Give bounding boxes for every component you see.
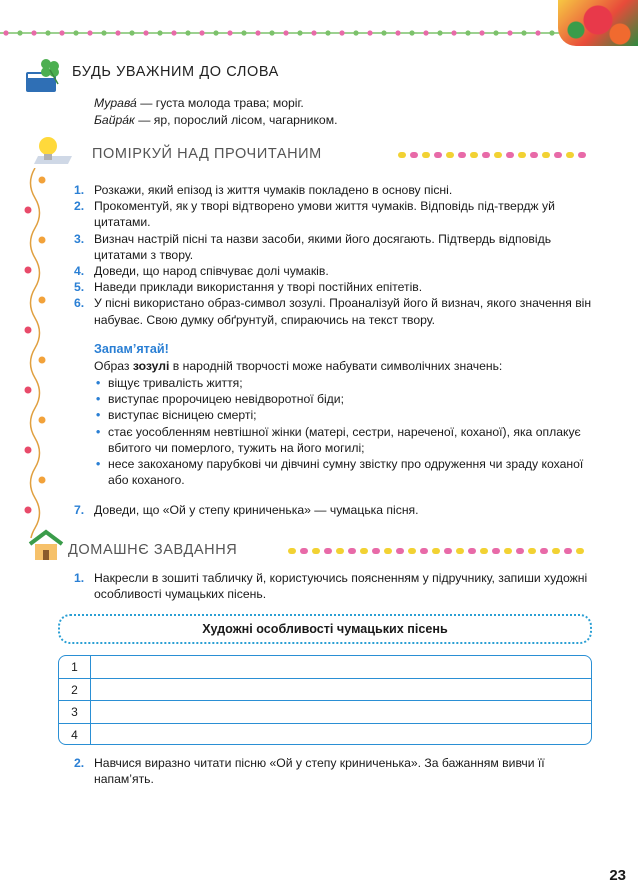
book-clover-icon bbox=[24, 54, 64, 96]
vocab-entry bbox=[94, 113, 337, 127]
symbol-meanings-list bbox=[94, 375, 594, 488]
table-row bbox=[59, 679, 591, 702]
task-item: 3. Визнач настрій пісні та назви засоби, якими його досягають. Підтвердь відповідь цитатами з твору. bbox=[74, 231, 552, 262]
task-item: 4. Доведи, що народ співчуває долі чумаків. bbox=[74, 264, 329, 279]
remember-intro: Образ зозулі в народній творчості може набувати символічних значень: bbox=[94, 359, 503, 373]
task-item: 5. Наведи приклади використання у творі постійних епітетів. bbox=[74, 280, 423, 295]
homework-task-1 bbox=[74, 570, 594, 602]
row-number: 3 bbox=[59, 701, 91, 723]
task-item: 2. Навчися виразно читати пісню «Ой у степу криниченька». За бажанням вивчи її напам’ять. bbox=[74, 756, 545, 787]
reflect-task-list bbox=[74, 182, 594, 328]
reflect-task-7 bbox=[74, 502, 594, 518]
table-row bbox=[59, 701, 591, 724]
task-item: 1. Розкажи, який епізод із життя чумаків покладено в основу пісні. bbox=[74, 183, 453, 197]
task-item: 6. У пісні використано образ-символ зозулі. Проаналізуй його й визнач, якого значення він набуває. Свою думку обґрунтуй, спираючись на текст твору. bbox=[74, 296, 592, 327]
table-row bbox=[59, 656, 591, 679]
yellow-pink-divider bbox=[396, 150, 588, 160]
remember-heading: Запам’ятай! bbox=[94, 342, 169, 356]
homework-task-2 bbox=[74, 755, 594, 787]
yellow-pink-divider bbox=[286, 546, 588, 556]
row-number: 1 bbox=[59, 656, 91, 678]
corner-flower-illustration bbox=[558, 0, 638, 46]
vocab-entry bbox=[94, 96, 304, 110]
task-item: 1. Накресли в зошиті табличку й, користуючись поясненням у підручнику, запиши художні особливості чумацьких пісень. bbox=[74, 571, 588, 602]
row-number: 2 bbox=[59, 679, 91, 701]
reflect-section-title: ПОМІРКУЙ НАД ПРОЧИТАНИМ bbox=[92, 146, 322, 162]
vocab-definition: — яр, порослий лісом, чагарником. bbox=[134, 113, 338, 127]
table-row bbox=[59, 724, 591, 746]
house-icon bbox=[26, 528, 66, 564]
list-item: • виступає пророчицею невідворотної біди; bbox=[94, 391, 594, 407]
left-floral-vine bbox=[22, 168, 48, 538]
table-caption: Художні особливості чумацьких пісень bbox=[58, 614, 592, 644]
features-table bbox=[58, 655, 592, 745]
vocab-definition: — густа молода трава; моріг. bbox=[136, 96, 304, 110]
list-item: • стає уособленням невтішної жінки (матері, сестри, нареченої, коханої), яка оплакує вбитого чи померлого, тужить на його могилі; bbox=[94, 424, 594, 456]
row-number: 4 bbox=[59, 724, 91, 746]
page-number: 23 bbox=[609, 867, 626, 884]
vocab-section-title: БУДЬ УВАЖНИМ ДО СЛОВА bbox=[72, 64, 279, 80]
task-item: 2. Прокоментуй, як у творі відтворено умови життя чумаків. Відповідь під-твердж уй цитатами. bbox=[74, 199, 555, 230]
vocab-word: Байра́к bbox=[94, 113, 135, 127]
highlight-word: зозулі bbox=[132, 359, 170, 373]
top-ornament-border bbox=[0, 26, 560, 40]
list-item: • несе закоханому парубкові чи дівчині сумну звістку про одруження чи зраду коханої або коханого. bbox=[94, 456, 594, 488]
list-item: • виступає вісницею смерті; bbox=[94, 407, 594, 423]
list-item: • віщує тривалість життя; bbox=[94, 375, 594, 391]
vocab-word: Мурава́ bbox=[94, 96, 137, 110]
homework-section-title: ДОМАШНЄ ЗАВДАННЯ bbox=[68, 542, 238, 558]
task-item: 7. Доведи, що «Ой у степу криниченька» — чумацька пісня. bbox=[74, 503, 419, 517]
